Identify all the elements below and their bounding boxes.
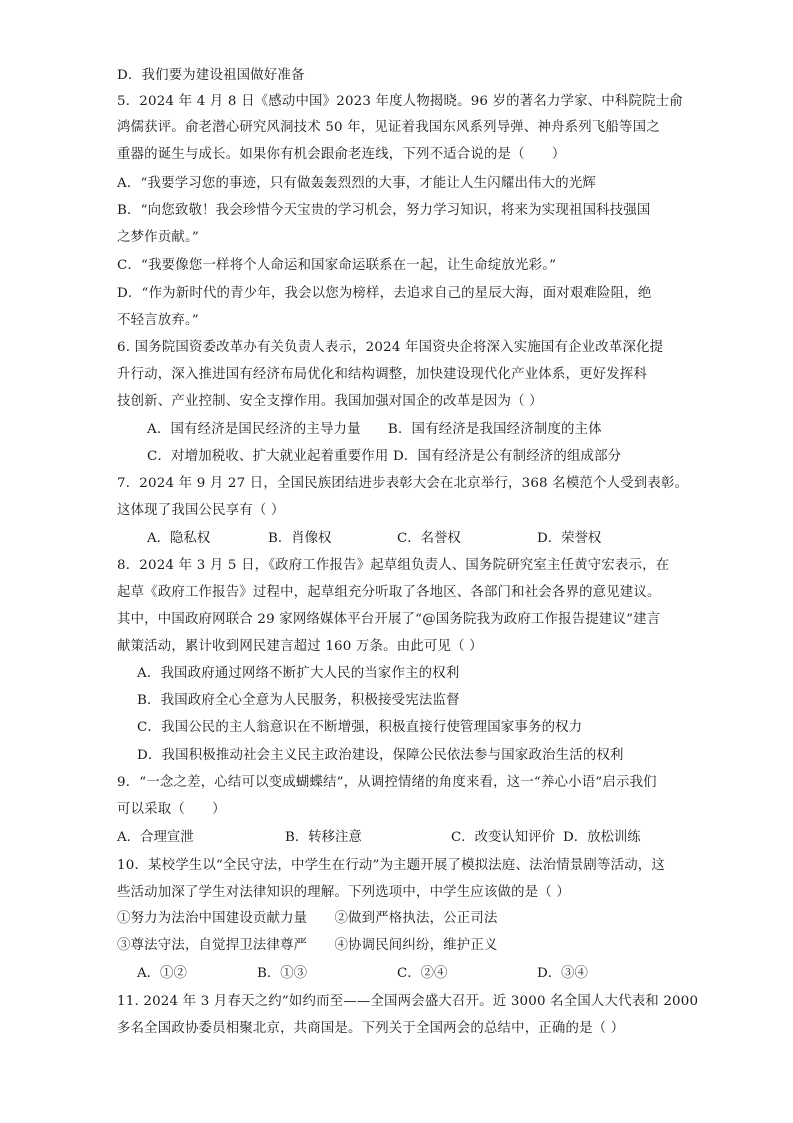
q7-option-b: B．肖像权 (268, 531, 332, 546)
q10-stem-line-2: 些活动加深了学生对法律知识的理解。下列选项中，中学生应该做的是（ ） (117, 885, 570, 900)
q9-stem-line-1: 9．“一念之差，心结可以变成蝴蝶结”，从调控情绪的角度来看，这一“养心小语”启示我们 (117, 775, 657, 790)
q5-option-d-line-1: D．“作为新时代的青少年，我会以您为榜样，去追求自己的星辰大海，面对艰难险阻，绝 (117, 286, 652, 301)
q8-option-a: A．我国政府通过网络不断扩大人民的当家作主的权利 (137, 666, 460, 681)
q5-option-b-line-1: B．“向您致敬！我会珍惜今天宝贵的学习机会，努力学习知识，将来为实现祖国科技强国 (117, 203, 651, 218)
q11-stem-line-1: 11. 2024 年 3 月春天之约”如约而至——全国两会盛大召开。近 3000 名全国人大代表和 2000 (117, 994, 699, 1009)
q10-statements-12: ①努力为法治中国建设贡献力量 ②做到严格执法，公正司法 (117, 911, 498, 926)
q9-stem-line-2: 可以采取（ ） (117, 802, 226, 817)
q8-stem-line-2: 起草《政府工作报告》过程中，起草组充分听取了各地区、各部门和社会各界的意见建议。 (117, 585, 661, 600)
q5-option-d-line-2: 不轻言放弃。” (117, 313, 199, 328)
q10-option-a: A．①② (137, 966, 187, 981)
q7-stem-line-1: 7．2024 年 9 月 27 日，全国民族团结进步表彰大会在北京举行，368 名模范个人受到表彰。 (117, 476, 689, 491)
q8-option-b: B．我国政府全心全意为人民服务，积极接受宪法监督 (137, 693, 460, 708)
q6-options-ab: A．国有经济是国民经济的主导力量 B．国有经济是我国经济制度的主体 (147, 422, 602, 437)
q5-stem-line-3: 重器的诞生与成长。如果你有机会跟俞老连线，下列不适合说的是（ ） (117, 147, 566, 162)
q10-option-b: B．①③ (257, 966, 308, 981)
q9-option-d: D．放松训练 (563, 830, 641, 845)
q6-options-cd: C．对增加税收、扩大就业起着重要作用 D．国有经济是公有制经济的组成部分 (147, 449, 622, 464)
q7-option-a: A．隐私权 (147, 531, 211, 546)
q5-stem-line-2: 鸿儒获评。俞老潜心研究风洞技术 50 年，见证着我国东风系列导弹、神舟系列飞船等国之 (117, 120, 660, 135)
q8-stem-line-4: 献策活动，累计收到网民建言超过 160 万条。由此可见（ ） (117, 639, 483, 654)
q10-option-d: D．③④ (537, 966, 588, 981)
q5-option-b-line-2: 之梦作贡献。” (117, 230, 199, 245)
q6-stem-line-2: 升行动，深入推进国有经济布局优化和结构调整，加快建设现代化产业体系，更好发挥科 (117, 367, 648, 382)
q8-stem-line-3: 其中，中国政府网联合 29 家网络媒体平台开展了“@国务院我为政府工作报告提建议”建言 (117, 612, 661, 627)
q8-stem-line-1: 8．2024 年 3 月 5 日，《政府工作报告》起草组负责人、国务院研究室主任黄守宏表示，在 (117, 558, 670, 573)
q10-statements-34: ③尊法守法，自觉捍卫法律尊严 ④协调民间纠纷，维护正义 (117, 938, 498, 953)
q5-option-c: C．“我要像您一样将个人命运和国家命运联系在一起，让生命绽放光彩。” (117, 258, 557, 273)
q6-stem-line-1: 6. 国务院国资委改革办有关负责人表示，2024 年国资央企将深入实施国有企业改革深化提 (117, 340, 664, 355)
q4-option-d: D．我们要为建设祖国做好准备 (117, 68, 305, 83)
q7-stem-line-2: 这体现了我国公民享有（ ） (117, 503, 285, 518)
q10-option-c: C．②④ (397, 966, 448, 981)
q10-stem-line-1: 10．某校学生以“全民守法，中学生在行动”为主题开展了模拟法庭、法治情景剧等活动，这 (117, 858, 665, 873)
q8-option-c: C．我国公民的主人翁意识在不断增强，积极直接行使管理国家事务的权力 (137, 720, 583, 735)
q6-stem-line-3: 技创新、产业控制、安全支撑作用。我国加强对国企的改革是因为（ ） (117, 394, 543, 409)
q8-option-d: D．我国积极推动社会主义民主政治建设，保障公民依法参与国家政治生活的权利 (137, 748, 624, 763)
q5-option-a: A．“我要学习您的事迹，只有做轰轰烈烈的大事，才能让人生闪耀出伟大的光辉 (117, 176, 596, 191)
q5-stem-line-1: 5．2024 年 4 月 8 日《感动中国》2023 年度人物揭晓。96 岁的著名力学家、中科院院士俞 (117, 94, 683, 109)
q9-option-a: A．合理宣泄 (117, 830, 194, 845)
q7-option-c: C．名誉权 (397, 531, 461, 546)
q9-option-b: B．转移注意 (285, 830, 362, 845)
q11-stem-line-2: 多名全国政协委员相聚北京，共商国是。下列关于全国两会的总结中，正确的是（ ） (117, 1021, 625, 1036)
q7-option-d: D．荣誉权 (537, 531, 602, 546)
q9-option-c: C．改变认知评价 (451, 830, 555, 845)
